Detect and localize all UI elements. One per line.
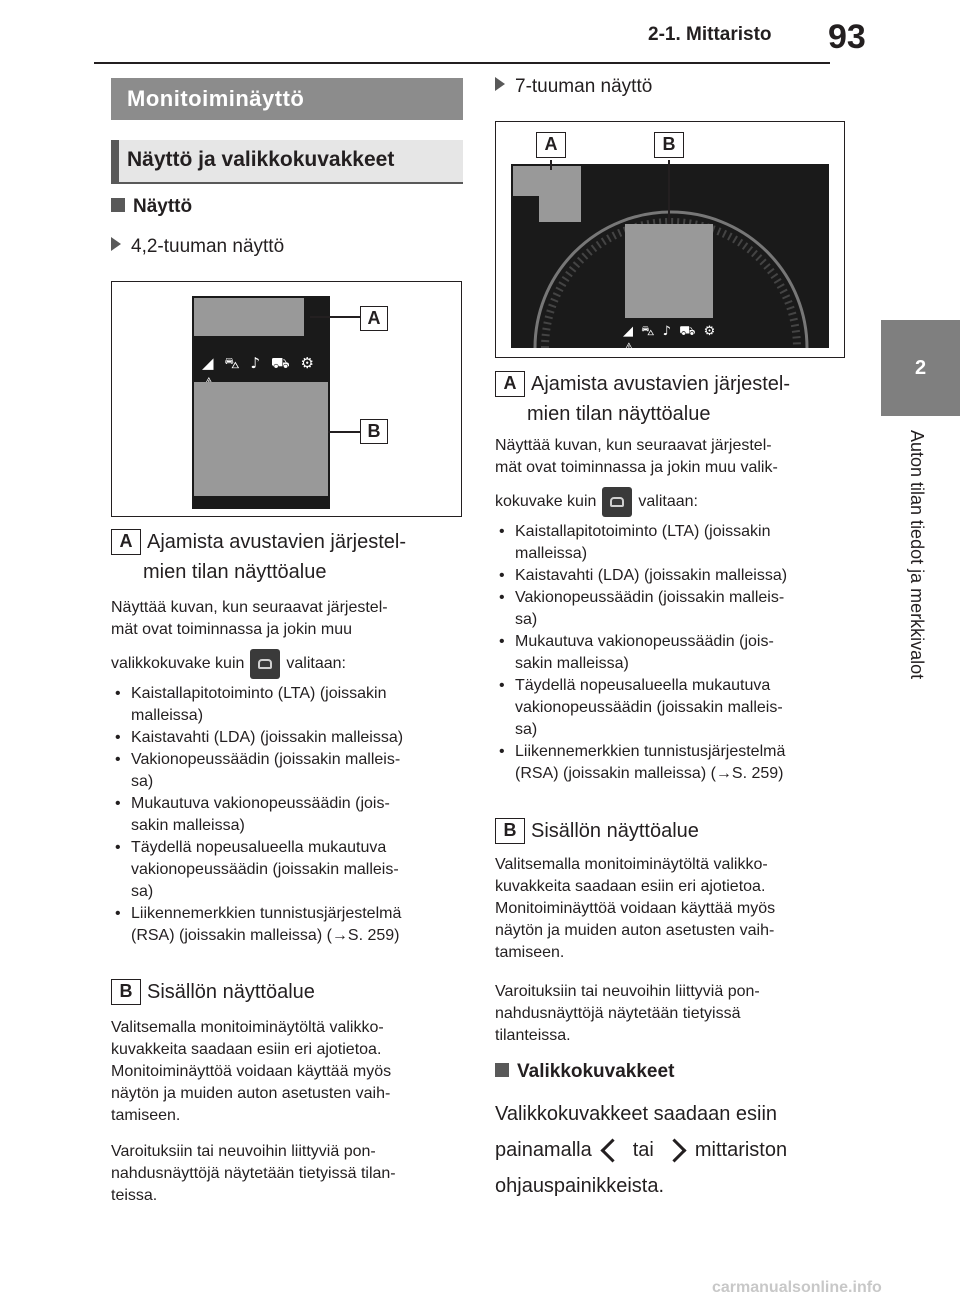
label-a-marker: A [111,529,141,555]
left-b-title: B Sisällön näyttöalue [111,977,471,1007]
area-a-top [513,166,581,196]
watermark: carmanualsonline.info [712,1279,882,1296]
page-number: 93 [828,18,866,56]
area-a [194,298,304,336]
screen-7 [511,164,829,356]
right-bullet-list [495,521,855,785]
menu-icons-strip: ◢ ⛍ ♪ ⛟ ⚙ ⚠ [623,324,718,356]
subsection-title: Näyttö ja valikkokuvakkeet [111,140,463,184]
right-a-description: Näyttää kuvan, kun seuraavat järjestel- mät ovat toiminnassa ja jokin muu valik- kokuvake kuin valitaan: [495,435,855,519]
left-a-title: A Ajamista avustavien järjestel- mien tilan näyttöalue [111,527,471,587]
right-b-paragraph-1: Valitsemalla monitoiminäytöltä valikko- kuvakkeita saadaan esiin eri ajotietoa. Monitoiminäyttöä voidaan käyttää myös näytön ja muiden auton asetusten vaih- tamiseen. [495,856,776,961]
list-item: • Vakionopeussäädin (joissakin malleis- sa) [495,587,855,631]
left-bullet-list [111,683,471,947]
chevron-right-icon [662,1139,686,1163]
label-b-marker: B [111,979,141,1005]
menu-icons-strip: ◢ ⛍ ♪ ⛟ ⚙ [202,354,317,372]
chapter-title: 2-1. Mittaristo [648,24,772,45]
square-bullet-icon [111,198,125,212]
left-b-paragraph-1: Valitsemalla monitoiminäytöltä valikko- kuvakkeita saadaan esiin eri ajotietoa. Monitoiminäyttöä voidaan käyttää myös näytön ja muiden auton asetusten vaih- tamiseen. [111,1019,392,1124]
list-item: • Täydellä nopeusalueella mukautuva vakionopeussäädin (joissakin malleis- sa) [111,837,471,903]
header-rule [94,62,830,64]
label-a: A [360,306,388,331]
screen-4-2 [192,296,330,509]
label-a-marker: A [495,371,525,397]
list-item: • Vakionopeussäädin (joissakin malleis- sa) [111,749,471,793]
left-a-description: Näyttää kuvan, kun seuraavat järjestel- mät ovat toiminnassa ja jokin muu valikkokuvake kuin valitaan: [111,597,471,681]
list-item: • Kaistallapitotoiminto (LTA) (joissakin malleissa) [495,521,855,565]
square-bullet-icon [495,1063,509,1077]
list-item: • Liikennemerkkien tunnistusjärjestelmä (RSA) (joissakin malleissa) (→S. 259) [111,903,471,947]
left-figure-caption: 4,2-tuuman näyttö [111,236,284,258]
list-item: • Täydellä nopeusalueella mukautuva vakionopeussäädin (joissakin malleis- sa) [495,675,855,741]
list-item: • Mukautuva vakionopeussäädin (jois- sakin malleissa) [495,631,855,675]
menu-instructions: Valikkokuvakkeet saadaan esiin painamalla tai mittariston ohjauspainikkeista. [495,1103,788,1197]
right-figure-caption: 7-tuuman näyttö [495,76,652,98]
leader-line-b [668,160,670,224]
driving-assist-icon [250,649,280,679]
right-b-title: B Sisällön näyttöalue [495,816,855,846]
label-a: A [536,132,566,158]
list-item: • Kaistavahti (LDA) (joissakin malleissa) [495,565,855,587]
label-b: B [360,419,388,444]
area-a-bottom [539,194,581,222]
left-b-paragraph-2: Varoituksiin tai neuvoihin liittyviä pon- nahdusnäyttöjä näytetään tietyissä tilan- teissa. [111,1143,396,1204]
driving-assist-icon [602,487,632,517]
list-item: • Mukautuva vakionopeussäädin (jois- sakin malleissa) [111,793,471,837]
triangle-bullet-icon [111,237,121,251]
display-figure-7 [495,121,845,358]
menu-heading: Valikkokuvakkeet [495,1061,674,1083]
area-b [194,382,328,496]
chapter-side-text: Auton tilan tiedot ja merkkivalot [907,430,927,680]
list-item: • Kaistavahti (LDA) (joissakin malleissa) [111,727,471,749]
label-b: B [654,132,684,158]
list-item: • Liikennemerkkien tunnistusjärjestelmä (RSA) (joissakin malleissa) (→S. 259) [495,741,855,785]
left-heading: Näyttö [111,196,192,218]
chapter-tab: 2 [881,320,960,416]
right-a-title: A Ajamista avustavien järjestel- mien tilan näyttöalue [495,369,855,429]
list-item: • Kaistallapitotoiminto (LTA) (joissakin malleissa) [111,683,471,727]
leader-line-a [310,316,360,318]
chevron-left-icon [600,1139,624,1163]
leader-line-b [328,431,360,433]
display-figure-4-2 [111,281,462,517]
chapter-side-label [895,430,935,730]
label-b-marker: B [495,818,525,844]
section-title: Monitoiminäyttö [111,78,463,120]
triangle-bullet-icon [495,77,505,91]
area-b [625,224,713,318]
leader-line-a [550,160,552,170]
right-b-paragraph-2: Varoituksiin tai neuvoihin liittyviä pon- nahdusnäyttöjä näytetään tietyissä tilanteissa. [495,983,760,1044]
